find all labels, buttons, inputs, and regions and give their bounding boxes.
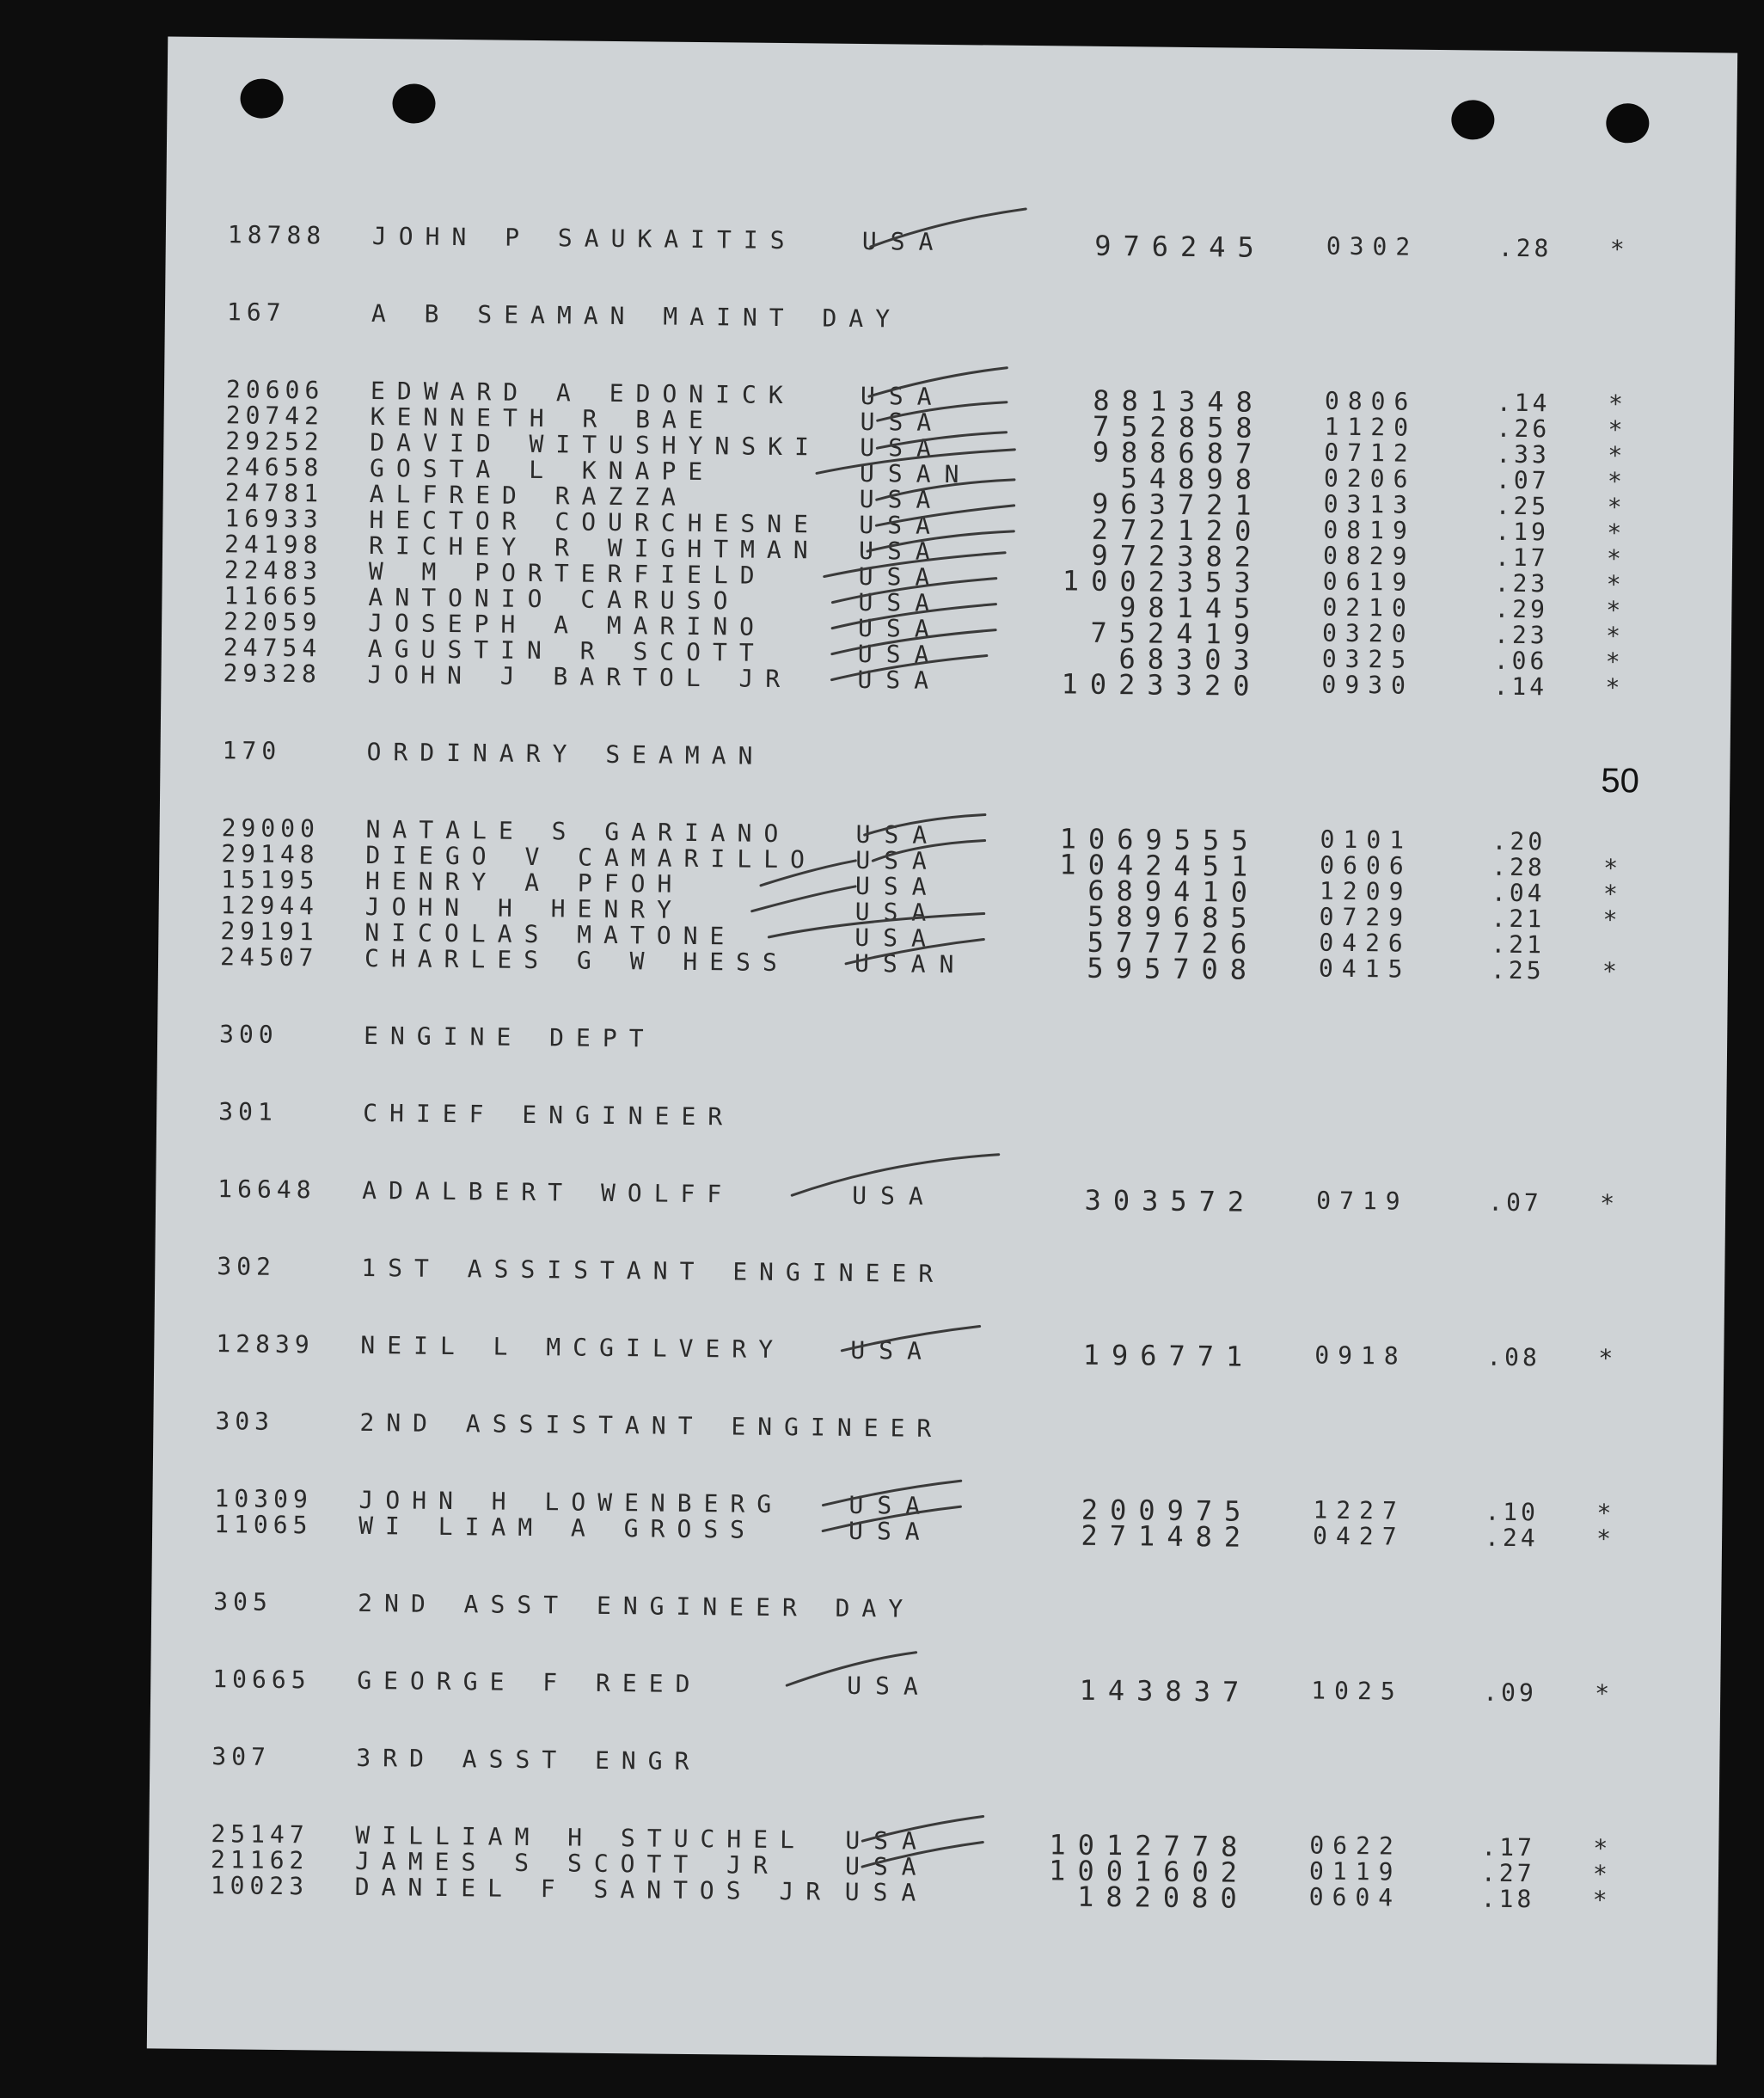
asterisk-mark: * xyxy=(1605,647,1624,677)
crew-name: JOHN P SAUKAITIS xyxy=(371,222,797,255)
citizenship: USA xyxy=(858,587,944,617)
date-code: 0427 xyxy=(1312,1521,1406,1551)
crew-name: HENRY A PFOH xyxy=(364,866,684,899)
citizenship: USA xyxy=(850,1335,936,1365)
crew-name: JOSEPH A MARINO xyxy=(368,608,767,641)
asterisk-mark: * xyxy=(1607,518,1626,548)
asterisk-mark: * xyxy=(1606,596,1625,625)
section-title: 2ND ASST ENGINEER DAY xyxy=(358,1588,916,1623)
citizenship: USA xyxy=(845,1825,931,1856)
document-number: 752419 xyxy=(1090,616,1263,651)
seq-number: 29191 xyxy=(220,917,319,947)
citizenship: USA xyxy=(854,897,940,927)
rate: .07 xyxy=(1488,1187,1542,1218)
document-number: 68303 xyxy=(1118,642,1262,677)
section-code: 170 xyxy=(222,736,282,765)
rate: .19 xyxy=(1495,517,1550,547)
asterisk-mark: * xyxy=(1606,570,1625,599)
date-code: 1227 xyxy=(1313,1495,1406,1525)
document-number: 988687 xyxy=(1092,435,1265,470)
section-heading xyxy=(150,1741,1719,1787)
rate: .06 xyxy=(1493,646,1548,676)
seq-number: 11065 xyxy=(214,1510,313,1540)
section-title: 2ND ASSISTANT ENGINEER xyxy=(359,1408,944,1444)
crew-name: NATALE S GARIANO xyxy=(365,814,791,849)
document-number: 303572 xyxy=(1084,1183,1257,1218)
section-heading xyxy=(151,1586,1721,1632)
citizenship: USA xyxy=(858,561,944,592)
rate: .17 xyxy=(1494,543,1549,573)
crew-name: JOHN H HENRY xyxy=(364,892,684,924)
document-number: 1012778 xyxy=(1049,1828,1250,1863)
date-code: 0415 xyxy=(1318,954,1412,984)
section-code: 167 xyxy=(226,298,286,327)
document-number: 689410 xyxy=(1087,874,1260,909)
citizenship: USA xyxy=(858,536,944,566)
asterisk-mark: * xyxy=(1605,673,1624,702)
crew-name: GEORGE F REED xyxy=(357,1666,702,1699)
date-code: 0918 xyxy=(1314,1340,1407,1371)
crew-name: RICHEY R WIGHTMAN xyxy=(368,531,820,565)
rate: .29 xyxy=(1494,594,1549,624)
date-code: 0302 xyxy=(1326,231,1419,261)
citizenship: USA xyxy=(857,665,943,695)
seq-number: 18788 xyxy=(227,220,327,250)
asterisk-mark: * xyxy=(1596,1499,1615,1528)
citizenship: USA xyxy=(855,819,941,850)
rate: .04 xyxy=(1491,878,1546,908)
punch-hole xyxy=(392,83,435,124)
citizenship: USA xyxy=(860,381,946,411)
seq-number: 10309 xyxy=(214,1484,313,1514)
date-code: 0829 xyxy=(1322,541,1416,571)
crew-name: HECTOR COURCHESNE xyxy=(369,505,821,539)
date-code: 0604 xyxy=(1308,1882,1402,1912)
seq-number: 24658 xyxy=(224,452,324,482)
roster-list xyxy=(168,37,1737,1915)
crew-name: DIEGO V CAMARILLO xyxy=(365,840,818,874)
rate: .27 xyxy=(1480,1858,1535,1888)
document-number: 589685 xyxy=(1087,899,1259,935)
crew-name: EDWARD A EDONICK xyxy=(370,376,795,410)
asterisk-mark: * xyxy=(1592,1859,1612,1889)
section-heading xyxy=(153,1406,1723,1451)
seq-number: 22483 xyxy=(224,555,323,586)
citizenship: USA xyxy=(859,484,945,514)
rate: .08 xyxy=(1486,1342,1541,1372)
citizenship: USAN xyxy=(859,458,973,489)
crew-name: W M PORTERFIELD xyxy=(368,556,767,590)
seq-number: 29252 xyxy=(225,426,324,457)
section-title: ENGINE DEPT xyxy=(363,1021,656,1053)
date-code: 0210 xyxy=(1322,592,1416,623)
seq-number: 12839 xyxy=(216,1329,315,1359)
rate: .14 xyxy=(1496,388,1551,418)
seq-number: 10023 xyxy=(210,1871,309,1901)
seq-number: 12944 xyxy=(220,891,320,921)
seq-number: 24754 xyxy=(223,633,322,663)
date-code: 0101 xyxy=(1320,825,1413,855)
seq-number: 24507 xyxy=(219,942,319,972)
date-code: 0119 xyxy=(1308,1856,1402,1886)
date-code: 0930 xyxy=(1321,670,1415,700)
asterisk-mark: * xyxy=(1595,1678,1614,1708)
rate: .14 xyxy=(1493,672,1548,702)
section-title: ORDINARY SEAMAN xyxy=(366,737,765,770)
date-code: 0619 xyxy=(1322,567,1416,597)
seq-number: 29328 xyxy=(223,659,322,689)
document-number: 1001602 xyxy=(1048,1854,1250,1889)
asterisk-mark: * xyxy=(1608,390,1626,419)
citizenship: USA xyxy=(860,407,946,437)
document-number: 272120 xyxy=(1091,512,1264,548)
seq-number: 16933 xyxy=(224,504,323,534)
section-heading xyxy=(155,1251,1724,1297)
rate: .21 xyxy=(1491,904,1546,934)
section-heading xyxy=(157,1019,1727,1064)
seq-number: 20606 xyxy=(225,375,325,405)
asterisk-mark: * xyxy=(1603,854,1622,883)
citizenship: USA xyxy=(844,1851,930,1881)
date-code: 0806 xyxy=(1324,386,1418,416)
seq-number: 25147 xyxy=(211,1819,309,1850)
asterisk-mark: * xyxy=(1607,493,1626,522)
seq-number: 29148 xyxy=(221,839,320,869)
rate: .20 xyxy=(1491,826,1547,856)
document-number: 1069555 xyxy=(1059,822,1260,857)
asterisk-mark: * xyxy=(1596,1524,1615,1554)
citizenship: USA xyxy=(855,845,941,875)
document-number: 200975 xyxy=(1081,1493,1253,1528)
rate: .17 xyxy=(1481,1832,1536,1862)
seq-number: 15195 xyxy=(220,865,320,895)
date-code: 0819 xyxy=(1323,515,1416,545)
section-code: 303 xyxy=(215,1407,275,1436)
date-code: 0206 xyxy=(1323,463,1417,494)
rate: .28 xyxy=(1491,852,1547,882)
section-code: 305 xyxy=(213,1587,273,1616)
section-code: 301 xyxy=(218,1097,278,1126)
crew-name: NEIL L MCGILVERY xyxy=(360,1330,786,1365)
seq-number: 16648 xyxy=(217,1175,316,1205)
citizenship: USA xyxy=(854,923,940,953)
crew-name: JAMES S SCOTT JR xyxy=(354,1846,780,1880)
crew-name: ALFRED RAZZA xyxy=(369,479,689,512)
section-heading xyxy=(160,735,1730,781)
crew-name: JOHN J BARTOL JR xyxy=(367,659,793,694)
crew-name: JOHN H LOWENBERG xyxy=(358,1485,784,1519)
seq-number: 11665 xyxy=(224,581,322,611)
page-number: 50 xyxy=(1601,762,1640,801)
citizenship: USA xyxy=(844,1877,930,1907)
rate: .23 xyxy=(1493,620,1548,650)
section-code: 302 xyxy=(217,1252,277,1281)
document-number: 577726 xyxy=(1087,925,1259,960)
crew-name: NICOLAS MATONE xyxy=(364,917,737,951)
asterisk-mark: * xyxy=(1592,1885,1611,1915)
date-code: 0606 xyxy=(1320,850,1412,880)
document-number: 182080 xyxy=(1076,1880,1249,1915)
document-number: 271482 xyxy=(1081,1518,1253,1554)
date-code: 0320 xyxy=(1321,618,1415,648)
document-number: 963721 xyxy=(1091,487,1264,522)
roster-row xyxy=(156,1174,1725,1219)
citizenship: USA xyxy=(857,613,943,643)
crew-name: AGUSTIN R SCOTT xyxy=(367,634,766,667)
roster-row xyxy=(166,219,1736,265)
seq-number: 24198 xyxy=(224,530,323,560)
citizenship: USA xyxy=(848,1490,934,1520)
crew-name: ANTONIO CARUSO xyxy=(368,582,740,616)
crew-name: GOSTA L KNAPE xyxy=(369,453,715,487)
document-number: 972382 xyxy=(1091,538,1264,574)
document-number: 54898 xyxy=(1120,462,1265,496)
asterisk-mark: * xyxy=(1600,1189,1619,1218)
section-code: 307 xyxy=(211,1742,272,1771)
seq-number: 22059 xyxy=(224,607,322,637)
date-code: 1025 xyxy=(1311,1676,1404,1706)
document-number: 98145 xyxy=(1118,591,1263,625)
seq-number: 10665 xyxy=(212,1665,311,1695)
rate: .21 xyxy=(1491,929,1546,960)
asterisk-mark: * xyxy=(1602,905,1621,935)
rate: .09 xyxy=(1483,1678,1537,1708)
rate: .25 xyxy=(1495,491,1550,521)
crew-name: CHARLES G W HESS xyxy=(364,943,789,978)
document-number: 752858 xyxy=(1092,409,1265,445)
rate: .26 xyxy=(1496,414,1551,444)
crew-name: DAVID WITUSHYNSKI xyxy=(370,427,822,462)
citizenship: USA xyxy=(857,639,943,669)
citizenship: USA xyxy=(848,1516,934,1546)
section-code: 300 xyxy=(218,1020,279,1049)
asterisk-mark: * xyxy=(1608,441,1626,470)
date-code: 0712 xyxy=(1324,438,1417,468)
document-number: 143837 xyxy=(1079,1673,1252,1708)
asterisk-mark: * xyxy=(1602,957,1621,986)
crew-name: WI LIAM A GROSS xyxy=(358,1511,757,1544)
citizenship: USA xyxy=(854,871,940,901)
crew-name: DANIEL F SANTOS JR xyxy=(354,1872,833,1906)
roster-row xyxy=(154,1328,1724,1374)
citizenship: USA xyxy=(860,432,946,463)
seq-number: 24781 xyxy=(224,478,324,508)
document-number: 1042451 xyxy=(1059,848,1260,883)
asterisk-mark: * xyxy=(1609,235,1628,264)
date-code: 0729 xyxy=(1319,902,1412,932)
roster-row xyxy=(150,1664,1720,1709)
seq-number: 21162 xyxy=(210,1845,309,1875)
crew-name: KENNETH R BAE xyxy=(370,402,715,435)
section-title: CHIEF ENGINEER xyxy=(363,1098,735,1132)
date-code: 0313 xyxy=(1323,489,1417,519)
asterisk-mark: * xyxy=(1607,467,1626,496)
date-code: 0622 xyxy=(1309,1831,1402,1861)
punch-hole xyxy=(240,78,283,119)
date-code: 0719 xyxy=(1316,1186,1409,1216)
document-number: 1023320 xyxy=(1061,667,1262,702)
punch-hole xyxy=(1451,100,1494,140)
document-number: 595708 xyxy=(1087,951,1259,986)
seq-number: 20742 xyxy=(225,401,325,431)
citizenship: USAN xyxy=(854,948,968,979)
rate: .24 xyxy=(1484,1523,1539,1553)
rate: .10 xyxy=(1485,1497,1540,1527)
asterisk-mark: * xyxy=(1602,880,1621,909)
citizenship: USA xyxy=(852,1181,937,1211)
asterisk-mark: * xyxy=(1593,1833,1612,1863)
asterisk-mark: * xyxy=(1606,544,1626,574)
rate: .33 xyxy=(1496,439,1551,469)
rate: .28 xyxy=(1498,233,1553,263)
date-code: 0426 xyxy=(1319,928,1412,958)
crew-name: ADALBERT WOLFF xyxy=(362,1175,734,1209)
document-page xyxy=(147,37,1737,2065)
date-code: 1209 xyxy=(1319,876,1412,906)
section-title: 1ST ASSISTANT ENGINEER xyxy=(361,1253,946,1289)
rate: .18 xyxy=(1480,1884,1535,1914)
section-title: 3RD ASST ENGR xyxy=(356,1743,701,1776)
seq-number: 29000 xyxy=(221,813,321,843)
asterisk-mark: * xyxy=(1608,415,1626,445)
rate: .07 xyxy=(1495,465,1550,495)
section-heading xyxy=(165,297,1735,342)
section-heading xyxy=(156,1096,1726,1142)
asterisk-mark: * xyxy=(1605,622,1625,651)
date-code: 0325 xyxy=(1321,644,1415,674)
section-title: A B SEAMAN MAINT DAY xyxy=(371,299,903,334)
document-number: 976245 xyxy=(1094,229,1267,264)
document-number: 1002353 xyxy=(1062,564,1263,599)
rate: .25 xyxy=(1490,955,1545,985)
document-number: 196771 xyxy=(1082,1338,1255,1373)
citizenship: USA xyxy=(861,226,947,257)
citizenship: USA xyxy=(859,510,945,540)
rate: .23 xyxy=(1494,568,1549,598)
date-code: 1120 xyxy=(1324,412,1418,442)
crew-name: WILLIAM H STUCHEL xyxy=(355,1820,807,1855)
asterisk-mark: * xyxy=(1598,1344,1617,1373)
document-number: 881348 xyxy=(1093,383,1265,419)
citizenship: USA xyxy=(847,1671,933,1701)
punch-hole xyxy=(1606,103,1649,144)
